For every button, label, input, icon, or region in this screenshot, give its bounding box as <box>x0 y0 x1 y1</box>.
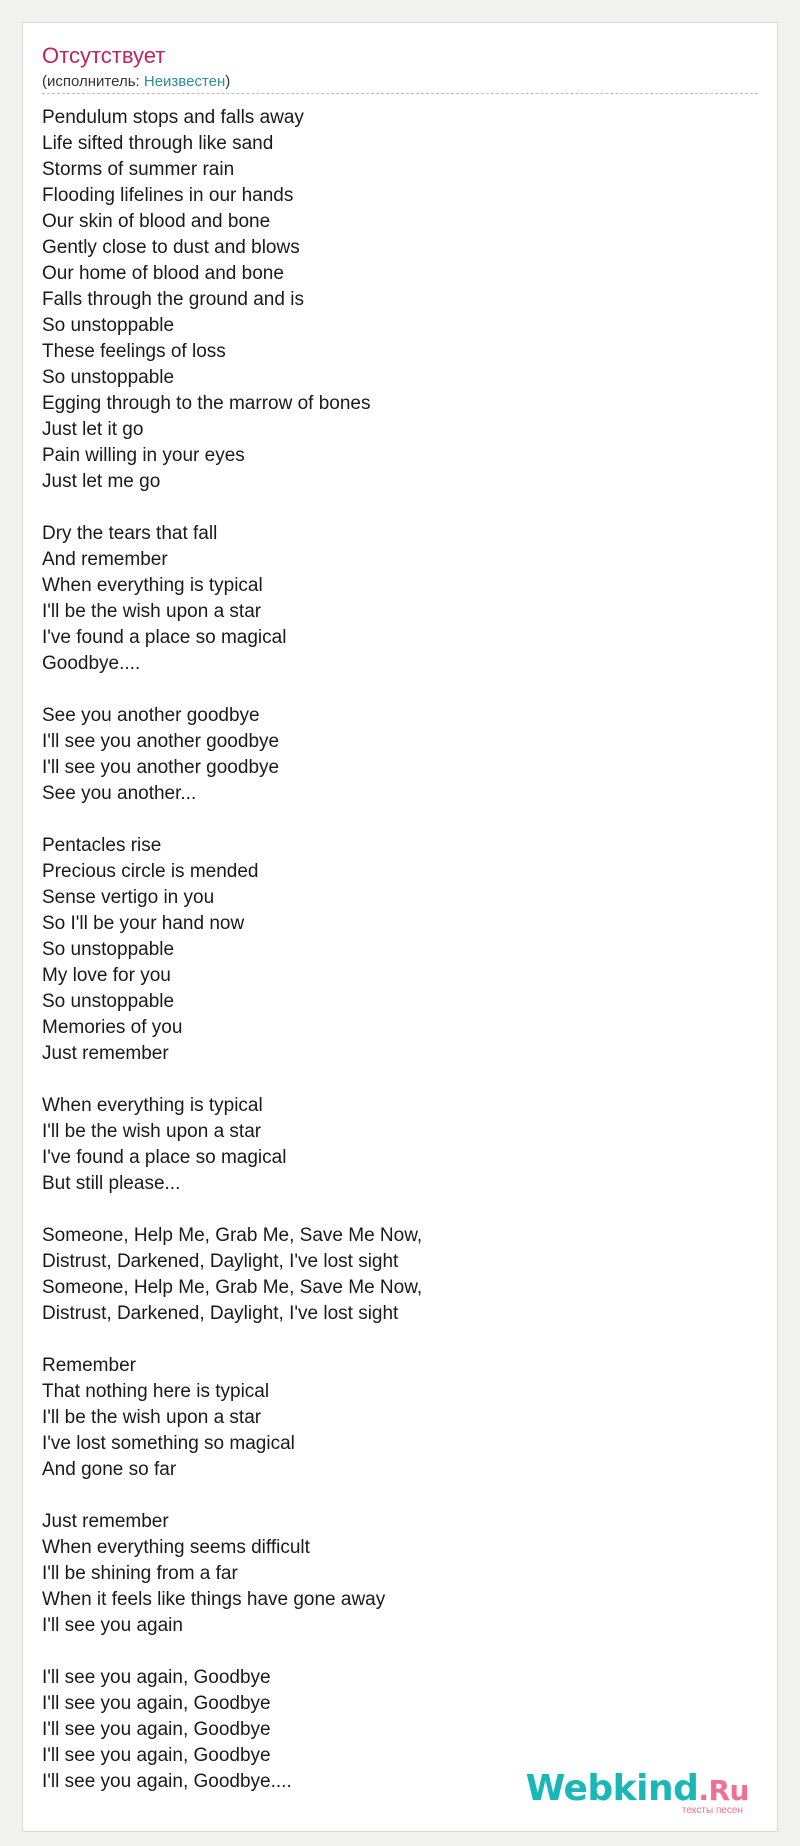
lyric-line: So unstoppable <box>42 367 175 388</box>
stanza-gap <box>42 807 742 833</box>
lyric-line: So unstoppable <box>42 991 175 1012</box>
artist-suffix: ) <box>225 73 231 90</box>
lyric-line: Life sifted through like sand <box>42 133 274 154</box>
lyric-line: My love for you <box>42 965 171 986</box>
lyric-line: See you another... <box>42 783 197 804</box>
song-title: Отсутствует <box>42 43 166 68</box>
logo-suffix: .Ru <box>698 1774 749 1807</box>
lyric-line: Our home of blood and bone <box>42 263 284 284</box>
lyric-line: So unstoppable <box>42 315 175 336</box>
webkind-logo[interactable] <box>526 1770 749 1816</box>
lyric-line: Egging through to the marrow of bones <box>42 393 371 414</box>
lyric-line: Remember <box>42 1355 136 1376</box>
stanza-gap <box>42 1327 742 1353</box>
lyric-line: I'll be the wish upon a star <box>42 1121 262 1142</box>
stanza-gap <box>42 1639 742 1665</box>
lyric-line: Falls through the ground and is <box>42 289 304 310</box>
lyric-line: I'll be the wish upon a star <box>42 601 262 622</box>
lyric-line: Someone, Help Me, Grab Me, Save Me Now, <box>42 1225 423 1246</box>
lyric-line: Goodbye.... <box>42 653 141 674</box>
lyric-line: Distrust, Darkened, Daylight, I've lost sight <box>42 1251 399 1272</box>
lyric-line: Pain willing in your eyes <box>42 445 245 466</box>
stanza-gap <box>42 1067 742 1093</box>
lyric-line: Precious circle is mended <box>42 861 259 882</box>
lyric-line: When it feels like things have gone away <box>42 1589 386 1610</box>
lyric-line: Just let it go <box>42 419 144 440</box>
lyric-line: I'll see you again <box>42 1615 183 1636</box>
lyric-line: So I'll be your hand now <box>42 913 245 934</box>
stanza-gap <box>42 1197 742 1223</box>
lyric-line: I'll see you again, Goodbye <box>42 1719 271 1740</box>
lyric-line: Our skin of blood and bone <box>42 211 271 232</box>
lyric-line: Dry the tears that fall <box>42 523 218 544</box>
lyric-line: Storms of summer rain <box>42 159 235 180</box>
lyric-line: I'll be shining from a far <box>42 1563 238 1584</box>
artist-line <box>42 73 230 91</box>
lyric-line: When everything is typical <box>42 575 263 596</box>
lyric-line: See you another goodbye <box>42 705 260 726</box>
lyric-line: Pentacles rise <box>42 835 162 856</box>
artist-link[interactable]: Неизвестен <box>143 73 226 90</box>
logo-tagline: тексты песен <box>681 1805 743 1816</box>
lyric-line: Flooding lifelines in our hands <box>42 185 294 206</box>
lyric-line: Just let me go <box>42 471 161 492</box>
lyric-line: I've found a place so magical <box>42 1147 287 1168</box>
lyric-line: So unstoppable <box>42 939 175 960</box>
title-divider <box>42 93 758 94</box>
lyric-line: Memories of you <box>42 1017 183 1038</box>
lyric-line: Sense vertigo in you <box>42 887 215 908</box>
lyric-line: But still please... <box>42 1173 181 1194</box>
lyric-line: I'll see you another goodbye <box>42 731 280 752</box>
lyric-line: And remember <box>42 549 168 570</box>
lyric-line: That nothing here is typical <box>42 1381 270 1402</box>
lyric-line: I'll see you again, Goodbye.... <box>42 1771 292 1792</box>
stanza-gap <box>42 677 742 703</box>
lyric-line: Pendulum stops and falls away <box>42 107 304 128</box>
lyric-line: Distrust, Darkened, Daylight, I've lost sight <box>42 1303 399 1324</box>
lyric-line: I'll be the wish upon a star <box>42 1407 262 1428</box>
lyrics-card <box>22 22 778 1832</box>
lyric-line: I'll see you again, Goodbye <box>42 1667 271 1688</box>
stanza-gap <box>42 1483 742 1509</box>
lyric-line: Someone, Help Me, Grab Me, Save Me Now, <box>42 1277 423 1298</box>
stanza-gap <box>42 495 742 521</box>
lyric-line: When everything is typical <box>42 1095 263 1116</box>
lyric-line: Gently close to dust and blows <box>42 237 300 258</box>
lyric-line: When everything seems difficult <box>42 1537 310 1558</box>
lyric-line: I've lost something so magical <box>42 1433 295 1454</box>
lyric-line: I've found a place so magical <box>42 627 287 648</box>
lyric-line: And gone so far <box>42 1459 177 1480</box>
lyric-line: I'll see you again, Goodbye <box>42 1745 271 1766</box>
artist-prefix: (исполнитель: <box>42 73 144 90</box>
lyrics-text <box>42 105 742 1795</box>
lyric-line: Just remember <box>42 1511 169 1532</box>
lyric-line: I'll see you again, Goodbye <box>42 1693 271 1714</box>
lyric-line: These feelings of loss <box>42 341 226 362</box>
lyric-line: I'll see you another goodbye <box>42 757 280 778</box>
logo-word: Webkind <box>525 1768 699 1809</box>
logo-wordmark <box>526 1770 749 1810</box>
lyric-line: Just remember <box>42 1043 169 1064</box>
